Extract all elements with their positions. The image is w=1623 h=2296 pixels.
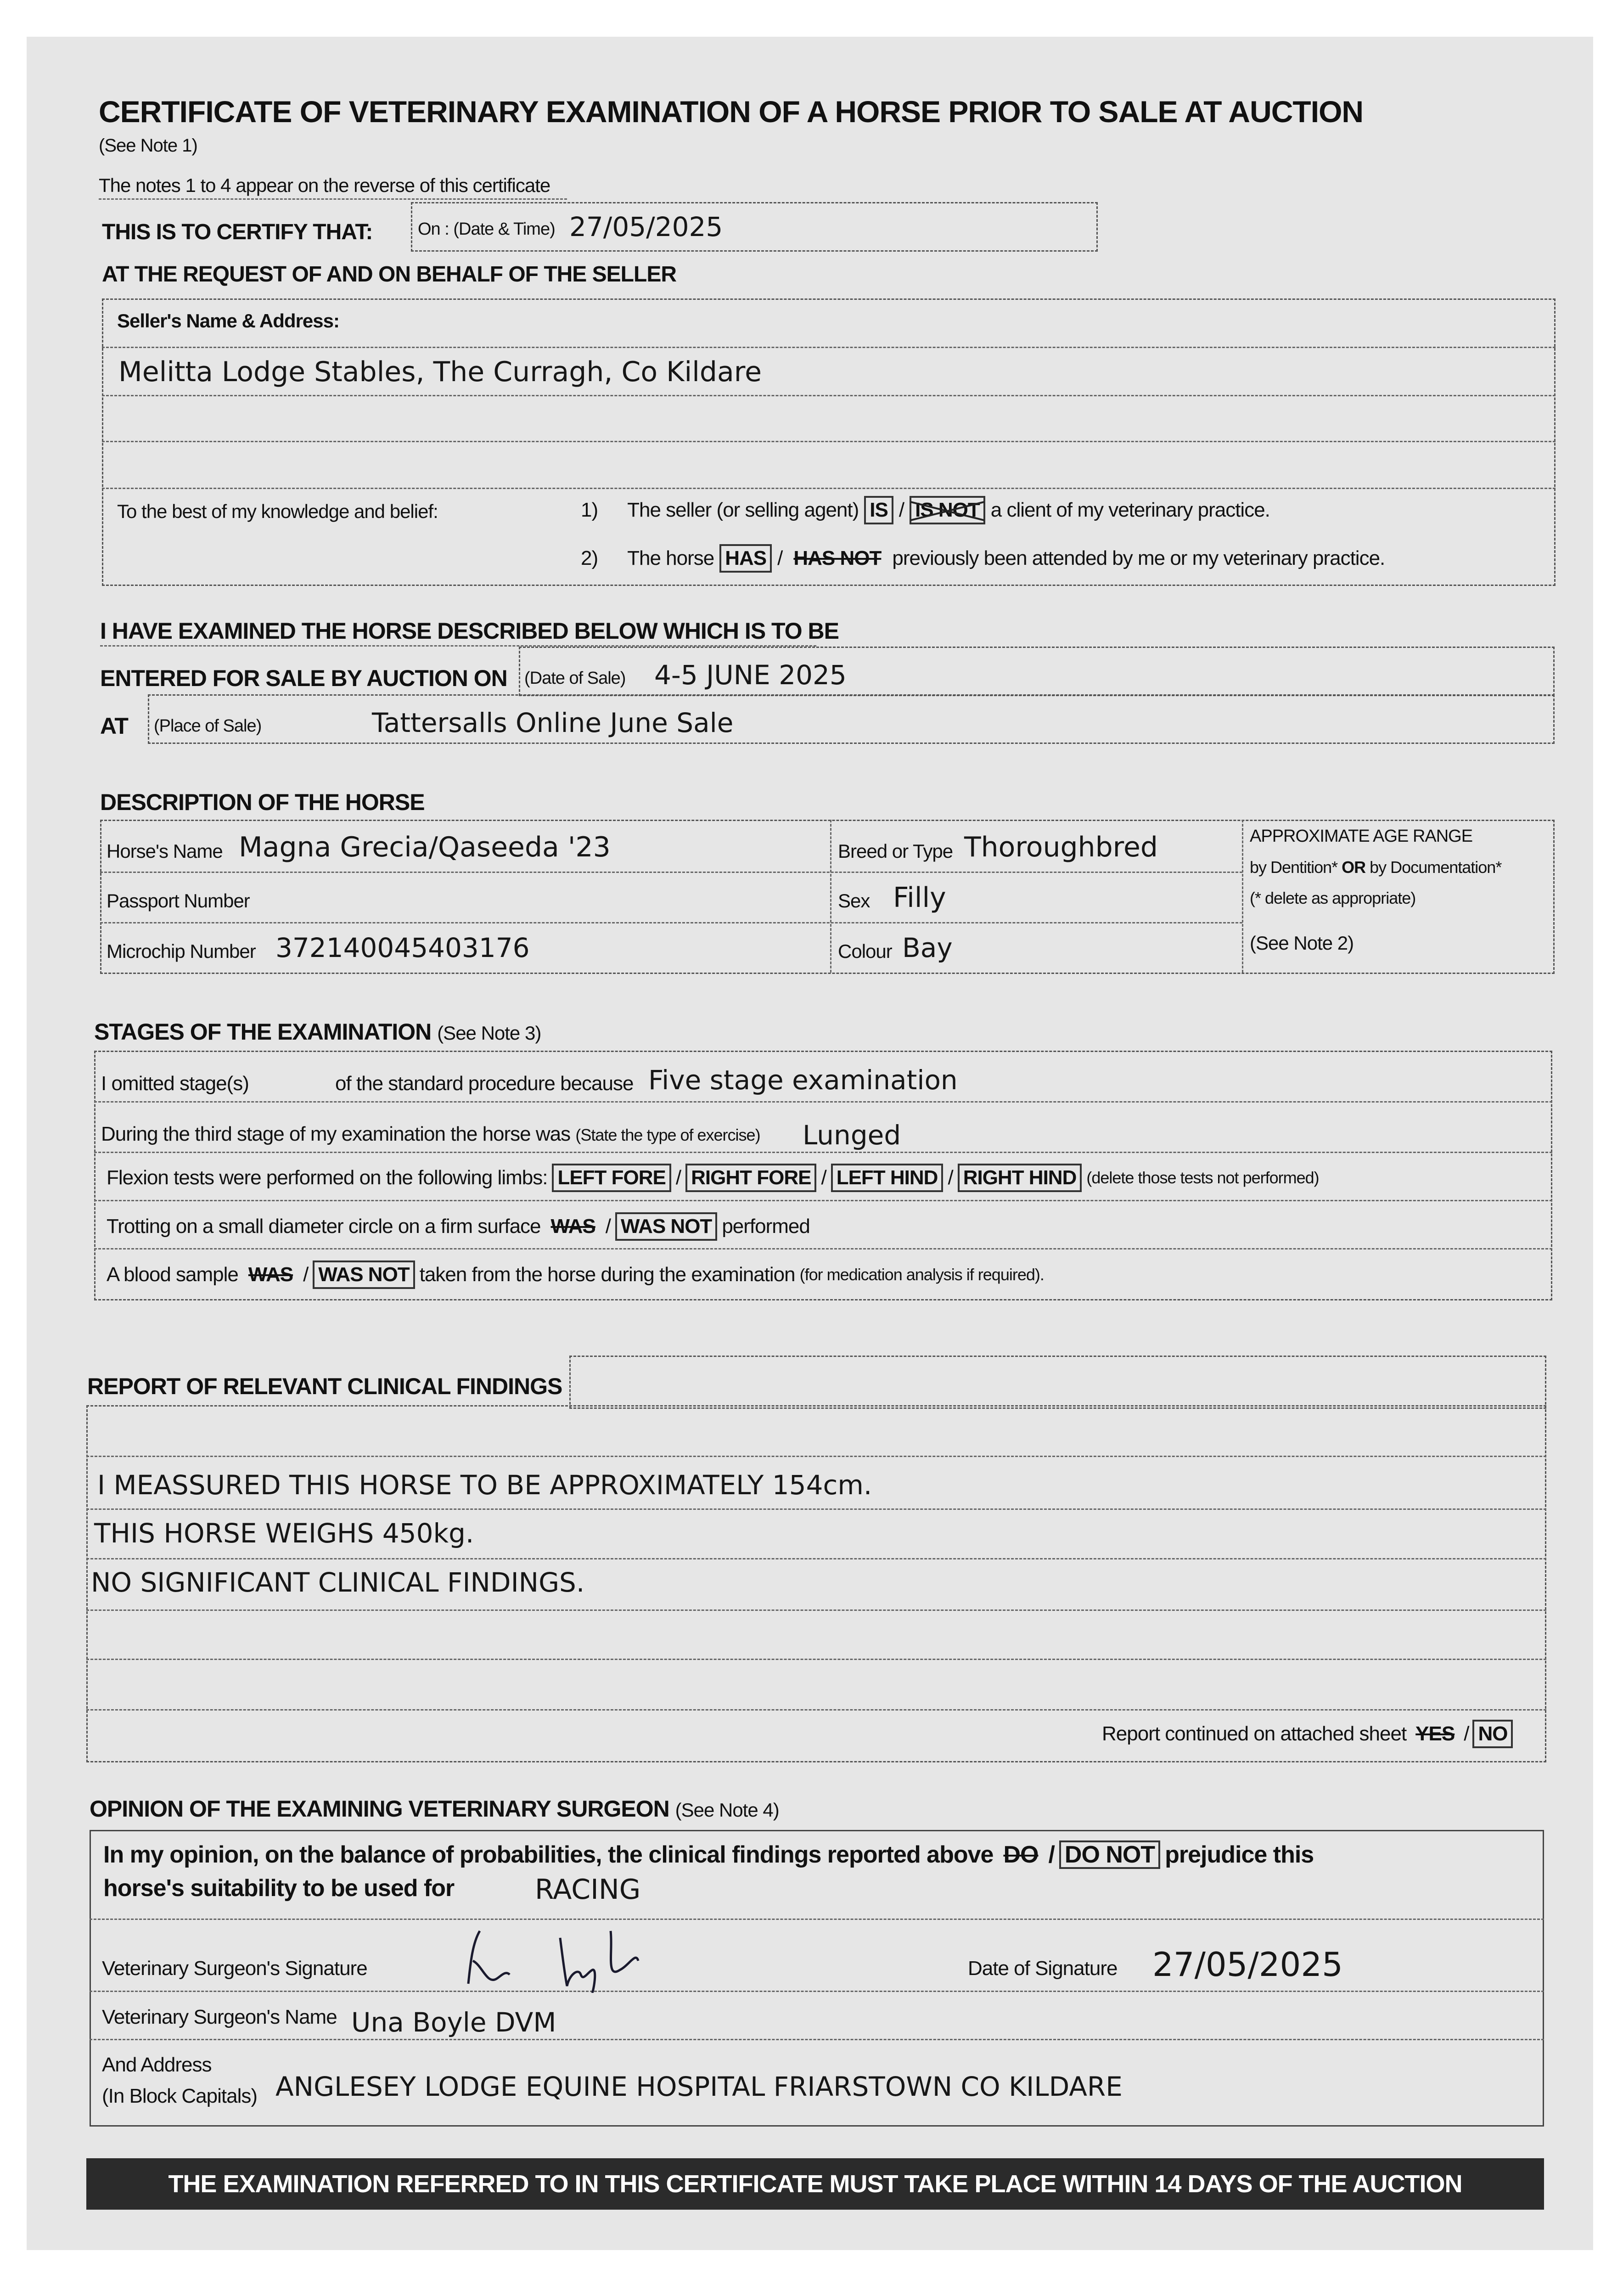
microchip-label: Microchip Number xyxy=(107,940,256,962)
colour-label: Colour xyxy=(838,940,892,962)
report-heading-box xyxy=(569,1356,1546,1409)
colour-value: Bay xyxy=(902,932,953,963)
date-signature-label: Date of Signature xyxy=(968,1957,1118,1980)
report-continued: Report continued on attached sheet YES / NO xyxy=(1102,1720,1513,1748)
vet-address-label-2: (In Block Capitals) xyxy=(102,2085,258,2107)
report-line-3: NO SIGNIFICANT CLINICAL FINDINGS. xyxy=(91,1567,585,1598)
vet-address-value: ANGLESEY LODGE EQUINE HOSPITAL FRIARSTOWN CO KILDARE xyxy=(275,2071,1123,2102)
opinion-suitability: horse's suitability to be used for xyxy=(103,1875,455,1902)
opinion-do-struck: DO xyxy=(1003,1841,1039,1868)
belief-item-1: 1) The seller (or selling agent) IS / IS NOT a client of my veterinary practice. xyxy=(581,496,1270,524)
flexion-right-hind: RIGHT HIND xyxy=(958,1164,1082,1192)
belief-label: To the best of my knowledge and belief: xyxy=(117,501,438,522)
entered-label: ENTERED FOR SALE BY AUCTION ON xyxy=(100,665,507,691)
omitted-label: I omitted stage(s) xyxy=(101,1072,249,1095)
continued-no-option: NO xyxy=(1472,1720,1513,1748)
opinion-use-value: RACING xyxy=(535,1874,641,1906)
sale-date-value: 4-5 JUNE 2025 xyxy=(654,659,847,691)
age-see-note: (See Note 2) xyxy=(1250,932,1354,954)
age-delete-note: (* delete as appropriate) xyxy=(1250,889,1416,907)
seller-is-option: IS xyxy=(864,496,893,524)
report-line-2: THIS HORSE WEIGHS 450kg. xyxy=(94,1518,474,1549)
vet-address-label-1: And Address xyxy=(102,2054,212,2076)
sale-date-label: (Date of Sale) xyxy=(524,669,626,688)
certificate-title: CERTIFICATE OF VETERINARY EXAMINATION OF A HORSE PRIOR TO SALE AT AUCTION xyxy=(99,95,1364,129)
footer-banner xyxy=(86,2158,1544,2210)
blood-row: A blood sample WAS / WAS NOT taken from the horse during the examination (for medication analysis if required). xyxy=(107,1261,1044,1289)
see-note-1: (See Note 1) xyxy=(99,135,197,156)
seller-isnot-option-struck: IS NOT xyxy=(910,496,985,524)
sale-place-value: Tattersalls Online June Sale xyxy=(372,707,734,738)
blood-was-struck: WAS xyxy=(248,1263,293,1286)
seller-box xyxy=(102,298,1556,586)
breed-label: Breed or Type xyxy=(838,840,953,862)
opinion-donot-option: DO NOT xyxy=(1059,1840,1160,1869)
exam-date-value: 27/05/2025 xyxy=(569,211,723,242)
vet-name-label: Veterinary Surgeon's Name xyxy=(102,2006,337,2028)
third-stage-label: During the third stage of my examination the horse was (State the type of exercise) xyxy=(101,1123,760,1145)
trotting-row: Trotting on a small diameter circle on a firm surface WAS / WAS NOT performed xyxy=(107,1212,810,1241)
blood-wasnot-option: WAS NOT xyxy=(313,1261,415,1289)
signature-label: Veterinary Surgeon's Signature xyxy=(102,1957,367,1980)
sale-place-label: (Place of Sale) xyxy=(154,716,262,736)
age-range-title: APPROXIMATE AGE RANGE xyxy=(1250,827,1473,846)
exam-date-label: On : (Date & Time) xyxy=(418,219,555,239)
signature-value: Una Boyle xyxy=(496,1993,539,2003)
sex-label: Sex xyxy=(838,890,870,912)
belief-item-2: 2) The horse HAS / HAS NOT previously been attended by me or my veterinary practice. xyxy=(581,544,1385,573)
breed-value: Thoroughbred xyxy=(964,831,1158,863)
at-label: AT xyxy=(100,713,128,739)
continued-yes-struck: YES xyxy=(1415,1722,1455,1745)
notes-line: The notes 1 to 4 appear on the reverse of this certificate xyxy=(99,174,550,196)
microchip-value: 372140045403176 xyxy=(275,932,530,963)
sex-value: Filly xyxy=(893,882,946,914)
sale-place-box xyxy=(148,694,1555,744)
horse-name-value: Magna Grecia/Qaseeda '23 xyxy=(239,831,611,863)
certify-label: THIS IS TO CERTIFY THAT: xyxy=(102,220,373,244)
flexion-left-fore: LEFT FORE xyxy=(552,1164,671,1192)
examined-label: I HAVE EXAMINED THE HORSE DESCRIBED BELOW WHICH IS TO BE xyxy=(100,618,839,644)
seller-label: Seller's Name & Address: xyxy=(117,310,339,332)
horse-hasnot-option-struck: HAS NOT xyxy=(793,547,882,569)
seller-address: Melitta Lodge Stables, The Curragh, Co Kildare xyxy=(118,356,762,388)
trotting-was-struck: WAS xyxy=(550,1215,595,1238)
omitted-value: Five stage examination xyxy=(648,1064,958,1096)
passport-label: Passport Number xyxy=(107,890,250,912)
signature-scribble xyxy=(455,1924,647,1993)
date-signature-value: 27/05/2025 xyxy=(1152,1945,1343,1984)
footer-banner-text: THE EXAMINATION REFERRED TO IN THIS CERTIFICATE MUST TAKE PLACE WITHIN 14 DAYS OF THE AUCTION xyxy=(168,2170,1462,2198)
opinion-statement: In my opinion, on the balance of probabilities, the clinical findings reported above DO / DO NOT prejudice this xyxy=(103,1841,1314,1868)
report-heading: REPORT OF RELEVANT CLINICAL FINDINGS xyxy=(87,1373,562,1399)
request-label: AT THE REQUEST OF AND ON BEHALF OF THE SELLER xyxy=(102,262,676,287)
third-stage-value: Lunged xyxy=(803,1120,901,1151)
vet-name-value: Una Boyle DVM xyxy=(351,2007,556,2038)
description-heading: DESCRIPTION OF THE HORSE xyxy=(100,789,425,815)
age-range-methods: by Dentition* OR by Documentation* xyxy=(1250,858,1502,877)
flexion-row: Flexion tests were performed on the following limbs: LEFT FORE / RIGHT FORE / LEFT HIND / RIGHT HIND (delete those tests not performed) xyxy=(107,1164,1319,1192)
flexion-right-fore: RIGHT FORE xyxy=(685,1164,816,1192)
stages-heading: STAGES OF THE EXAMINATION (See Note 3) xyxy=(94,1019,541,1045)
horse-has-option: HAS xyxy=(719,544,772,573)
flexion-left-hind: LEFT HIND xyxy=(831,1164,943,1192)
report-line-1: I MEASSURED THIS HORSE TO BE APPROXIMATELY 154cm. xyxy=(97,1469,872,1501)
trotting-wasnot-option: WAS NOT xyxy=(615,1212,717,1241)
omitted-because: of the standard procedure because xyxy=(335,1072,634,1095)
horse-name-label: Horse's Name xyxy=(107,840,223,862)
opinion-heading: OPINION OF THE EXAMINING VETERINARY SURGEON (See Note 4) xyxy=(90,1796,779,1822)
